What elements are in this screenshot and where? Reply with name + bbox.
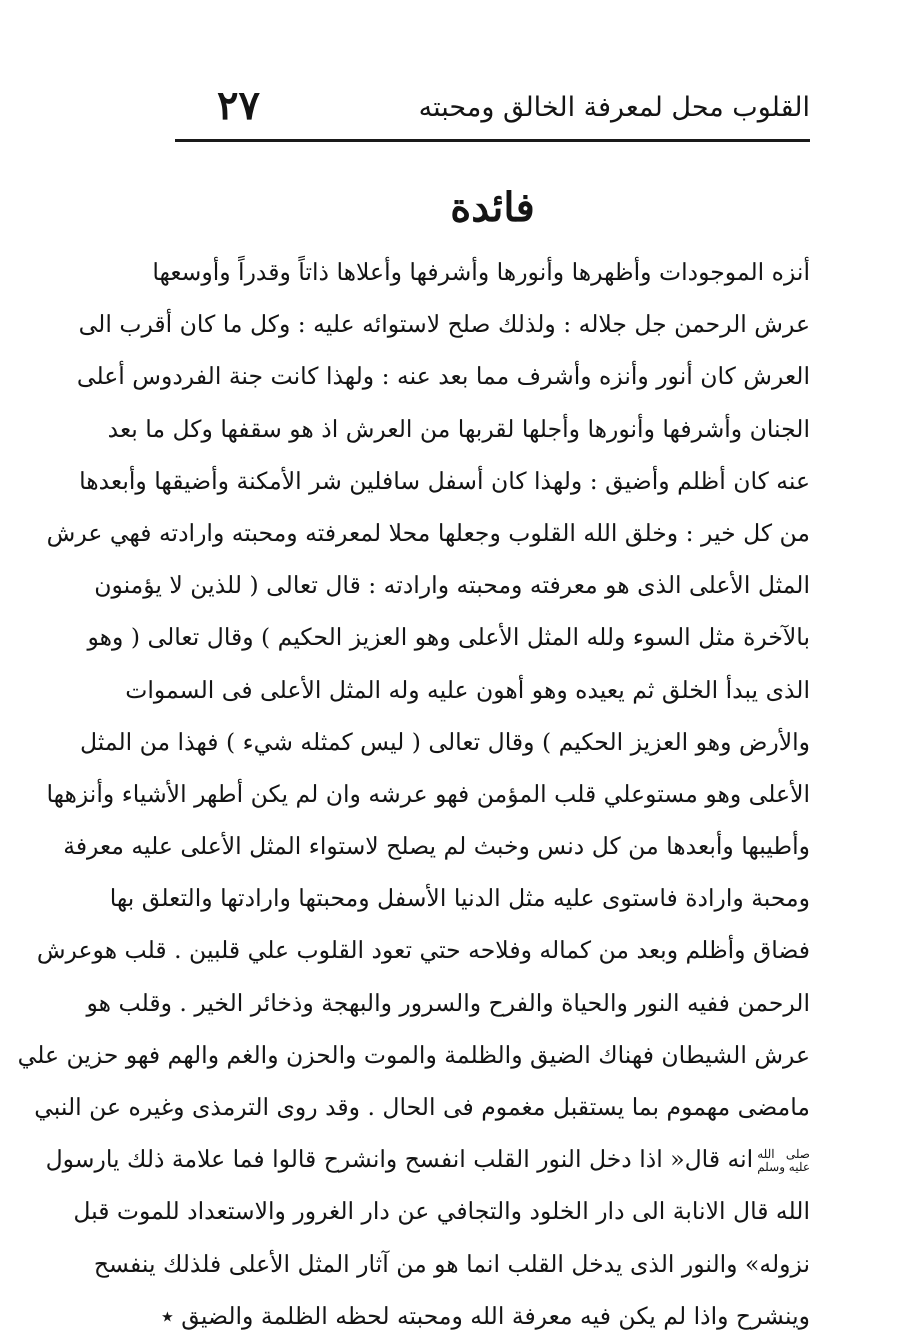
page-number: ٢٧ xyxy=(217,82,260,129)
running-title: القلوب محل لمعرفة الخالق ومحبته xyxy=(418,92,810,123)
text-line: بالآخرة مثل السوء ولله المثل الأعلى وهو العزيز الحكيم ) وقال تعالى ( وهو xyxy=(87,623,810,652)
text-line: مامضى مهموم بما يستقبل مغموم فى الحال . وقد روى الترمذى وغيره عن النبي xyxy=(34,1093,810,1121)
text-line: والأرض وهو العزيز الحكيم ) وقال تعالى ( ليس كمثله شيء ) فهذا من المثل xyxy=(79,727,810,756)
section-title: فائدة xyxy=(450,184,535,231)
text-line: المثل الأعلى الذى هو معرفته ومحبته وارادته : قال تعالى ( للذين لا يؤمنون xyxy=(94,571,810,600)
text-line: الرحمن ففيه النور والحياة والفرح والسرور والبهجة وذخائر الخير . وقلب هو xyxy=(86,988,810,1017)
body-paragraph xyxy=(17,246,810,1342)
text-line: العرش كان أنور وأنزه وأشرف مما بعد عنه : ولهذا كانت جنة الفردوس أعلى xyxy=(76,362,810,391)
text-line: الله قال الانابة الى دار الخلود والتجافي عن دار الغرور والاستعداد للموت قبل xyxy=(73,1197,810,1226)
text-line: وأطيبها وأبعدها من كل دنس وخبث لم يصلح لاستواء المثل الأعلى عليه معرفة xyxy=(63,832,810,861)
text-line-last: وينشرح واذا لم يكن فيه معرفة الله ومحبته لحظه الظلمة والضيق ٭ xyxy=(161,1301,810,1330)
text-line: عرش الرحمن جل جلاله : ولذلك صلح لاستوائه عليه : وكل ما كان أقرب الى xyxy=(78,310,810,339)
text-line: الجنان وأشرفها وأنورها وأجلها لقربها من العرش اذ هو سقفها وكل ما بعد xyxy=(107,414,810,443)
running-header xyxy=(175,82,810,132)
text-line: أنزه الموجودات وأظهرها وأنورها وأشرفها وأعلاها ذاتاً وقدراً وأوسعها xyxy=(152,258,810,286)
text-line: الأعلى وهو مستوعلي قلب المؤمن فهو عرشه وان لم يكن أطهر الأشياء وأنزهها xyxy=(46,779,810,808)
text-line: نزوله» والنور الذى يدخل القلب انما هو من آثار المثل الأعلى فلذلك ينفسح xyxy=(93,1249,810,1278)
text-line: فضاق وأظلم وبعد من كماله وفلاحه حتي تعود القلوب علي قلبين . قلب هوعرش xyxy=(36,936,810,965)
text-line-content: انه قال« اذا دخل النور القلب انفسح وانشرح قالوا فما علامة ذلك يارسول xyxy=(45,1145,754,1174)
text-line: الذى يبدأ الخلق ثم يعيده وهو أهون عليه وله المثل الأعلى فى السموات xyxy=(125,675,810,704)
header-rule xyxy=(175,139,810,142)
honorific-glyph xyxy=(757,1148,810,1174)
honorific-bottom: عليه وسلم xyxy=(757,1159,810,1174)
honorific-top: صلى الله xyxy=(757,1146,810,1161)
text-line: عرش الشيطان فهناك الضيق والظلمة والموت والحزن والغم والهم فهو حزين علي xyxy=(17,1040,810,1069)
text-line-with-honorific xyxy=(45,1133,810,1185)
text-line: من كل خير : وخلق الله القلوب وجعلها محلا لمعرفته ومحبته وارادته فهي عرش xyxy=(46,518,810,547)
text-line: عنه كان أظلم وأضيق : ولهذا كان أسفل سافلين شر الأمكنة وأضيقها وأبعدها xyxy=(79,466,810,495)
text-line: ومحبة وارادة فاستوى عليه مثل الدنيا الأسفل ومحبتها وارادتها والتعلق بها xyxy=(109,884,810,913)
